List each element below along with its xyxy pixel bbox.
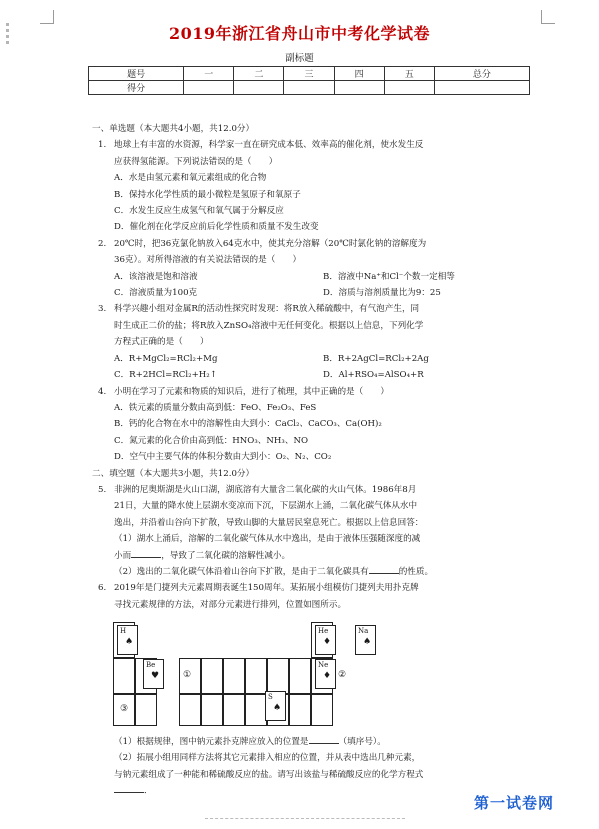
option-b: B．R+2AgCl=RCl₂+2Ag <box>323 353 429 364</box>
exam-content-continued <box>92 734 532 800</box>
spade-icon: ♠ <box>273 703 282 713</box>
question-1 <box>92 137 532 170</box>
document-title: 2019年浙江省舟山市中考化学试卷 <box>168 24 431 43</box>
answer-blank[interactable] <box>114 784 144 793</box>
answer-blank[interactable] <box>309 735 339 744</box>
question-text: 36克）。对所得溶液的有关说法错误的是（ ） <box>114 255 302 266</box>
score-input-cell[interactable] <box>284 81 334 95</box>
sub-question: （2）逸出的二氧化碳气体沿着山谷向下扩散，是由于二氧化碳具有 的性质。 <box>114 566 434 577</box>
option-d: D．催化剂在化学反应前后化学性质和质量不发生改变 <box>114 222 319 233</box>
heart-icon: ♥ <box>151 671 160 681</box>
option-a: A．铁元素的质量分数由高到低：FeO、Fe₂O₃、FeS <box>114 402 317 413</box>
spade-icon: ♠ <box>363 637 372 647</box>
option-d: D．溶质与溶剂质量比为9：25 <box>323 288 441 299</box>
sub-question: 小而 ，导致了二氧化碳的溶解性减小。 <box>114 550 291 561</box>
card-neon: Ne ♦ <box>315 659 336 689</box>
score-table <box>88 66 530 95</box>
periodic-card-figure <box>113 622 377 726</box>
document-subtitle: 副标题 <box>285 53 314 64</box>
score-table-cell: 总分 <box>434 67 529 81</box>
score-input-cell[interactable] <box>384 81 434 95</box>
question-3 <box>92 301 532 350</box>
sub-question: 与钠元素组成了一种能和稀硫酸反应的盐。请写出该盐与稀硫酸反应的化学方程式 <box>114 769 424 780</box>
score-table-cell: 题号 <box>89 67 184 81</box>
position-marker-1: ① <box>183 670 192 680</box>
option-b: B．钙的化合物在水中的溶解性由大到小：CaCl₂、CaCO₃、Ca(OH)₂ <box>114 419 382 430</box>
spade-icon: ♠ <box>125 637 134 647</box>
option-a: A．该溶液是饱和溶液 <box>114 271 198 282</box>
option-a: A．R+MgCl₂=RCl₂+Mg <box>114 353 218 364</box>
question-number: 5. <box>98 484 107 495</box>
score-table-cell: 一 <box>184 67 234 81</box>
option-c: C．水发生反应生成氢气和氧气属于分解反应 <box>114 206 284 217</box>
question-number: 2. <box>98 238 107 249</box>
position-marker-2: ② <box>338 670 347 680</box>
question-text: 逸出，并沿着山谷向下扩散，导致山脚的大量居民窒息死亡。根据以上信息回答： <box>114 517 424 528</box>
question-text: 地球上有丰富的水资源，科学家一直在研究成本低、效率高的催化剂，使水发生反 <box>114 140 424 151</box>
score-table-cell: 四 <box>334 67 384 81</box>
question-number: 6. <box>98 583 107 594</box>
score-table-cell: 三 <box>284 67 334 81</box>
sub-question: ． <box>92 783 532 799</box>
score-input-cell[interactable] <box>334 81 384 95</box>
option-row <box>92 285 532 301</box>
score-table-cell: 得分 <box>89 81 184 95</box>
question-text: 21日，大量的降水使上层湖水变凉而下沉，下层湖水上涌，二氧化碳气体从水中 <box>114 501 418 512</box>
sub-question: （1）湖水上涌后，溶解的二氧化碳气体从水中逸出，是由于液体压强随深度的减 <box>114 534 421 545</box>
question-6 <box>92 580 532 613</box>
sub-question: （2）拓展小组用同样方法将其它元素排入相应的位置，并从表中选出几种元素， <box>114 753 421 764</box>
exam-content <box>92 121 532 613</box>
page-footer <box>205 818 405 823</box>
question-number: 4. <box>98 386 107 397</box>
option-row <box>92 351 532 367</box>
score-input-cell[interactable] <box>234 81 284 95</box>
score-table-header-row <box>89 67 530 81</box>
option-d: D．空气中主要气体的体积分数由大到小：O₂、N₂、CO₂ <box>114 452 332 463</box>
section-heading: 二、填空题（本大题共3小题，共12.0分） <box>92 468 255 479</box>
answer-blank[interactable] <box>131 549 161 558</box>
option-c: C．溶液质量为100克 <box>114 288 198 299</box>
option-a: A．水是由氢元素和氧元素组成的化合物 <box>114 173 267 184</box>
card-helium: He ♦ <box>315 625 336 655</box>
option-row <box>92 269 532 285</box>
position-marker-3: ③ <box>120 704 129 714</box>
score-table-score-row <box>89 81 530 95</box>
question-text: 2019年是门捷列夫元素周期表诞生150周年。某拓展小组模仿门捷列夫用扑克牌 <box>114 583 419 594</box>
question-text: 方程式正确的是（ ） <box>114 337 209 348</box>
question-text: 寻找元素规律的方法，对部分元素进行排列，位置如图所示。 <box>114 599 347 610</box>
option-d: D．Al+RSO₄=AlSO₄+R <box>323 370 424 381</box>
answer-blank[interactable] <box>369 565 399 574</box>
question-number: 1. <box>98 140 107 151</box>
section-heading: 一、单选题（本大题共4小题，共12.0分） <box>92 124 255 134</box>
score-input-cell[interactable] <box>434 81 529 95</box>
watermark-logo: 第一试卷网 <box>474 794 555 812</box>
question-5 <box>92 482 532 580</box>
card-beryllium: Be ♥ <box>143 659 164 689</box>
diamond-icon: ♦ <box>323 637 332 647</box>
question-text: 非洲的尼奥斯湖是火山口湖，湖底溶有大量含二氧化碳的火山气体。1986年8月 <box>114 484 417 495</box>
question-4 <box>92 384 532 400</box>
option-b: B．溶液中Na⁺和Cl⁻个数一定相等 <box>323 271 455 282</box>
score-table-cell: 五 <box>384 67 434 81</box>
sub-question: （1）根据规律，图中钠元素扑克牌应放入的位置是 （填序号）。 <box>114 737 386 747</box>
question-number: 3. <box>98 304 107 315</box>
score-table-cell: 二 <box>234 67 284 81</box>
question-text: 应获得氢能源。下列说法错误的是（ ） <box>114 156 278 167</box>
option-row <box>92 367 532 383</box>
diamond-icon: ♦ <box>323 671 332 681</box>
question-text: 20℃时，把36克氯化钠放入64克水中，使其充分溶解（20℃时氯化钠的溶解度为 <box>114 238 427 249</box>
option-c: C．氮元素的化合价由高到低：HNO₃、NH₃、NO <box>114 435 309 446</box>
card-hydrogen: H ♠ <box>117 625 138 655</box>
question-text: 科学兴趣小组对金属R的活动性探究时发现：将R放入稀硫酸中，有气泡产生，同 <box>114 304 420 315</box>
question-2 <box>92 236 532 269</box>
option-c: C．R+2HCl=RCl₂+H₂↑ <box>114 370 217 381</box>
question-text: 时生成正二价的盐；将R放入ZnSO₄溶液中无任何变化。根据以上信息，下列化学 <box>114 320 424 331</box>
question-text: 小明在学习了元素和物质的知识后，进行了梳理，其中正确的是（ ） <box>114 386 390 397</box>
card-sulfur: S ♠ <box>265 691 286 721</box>
card-sodium: Na ♠ <box>355 625 376 655</box>
option-b: B．保持水化学性质的最小微粒是氢原子和氧原子 <box>114 189 301 200</box>
score-input-cell[interactable] <box>184 81 234 95</box>
